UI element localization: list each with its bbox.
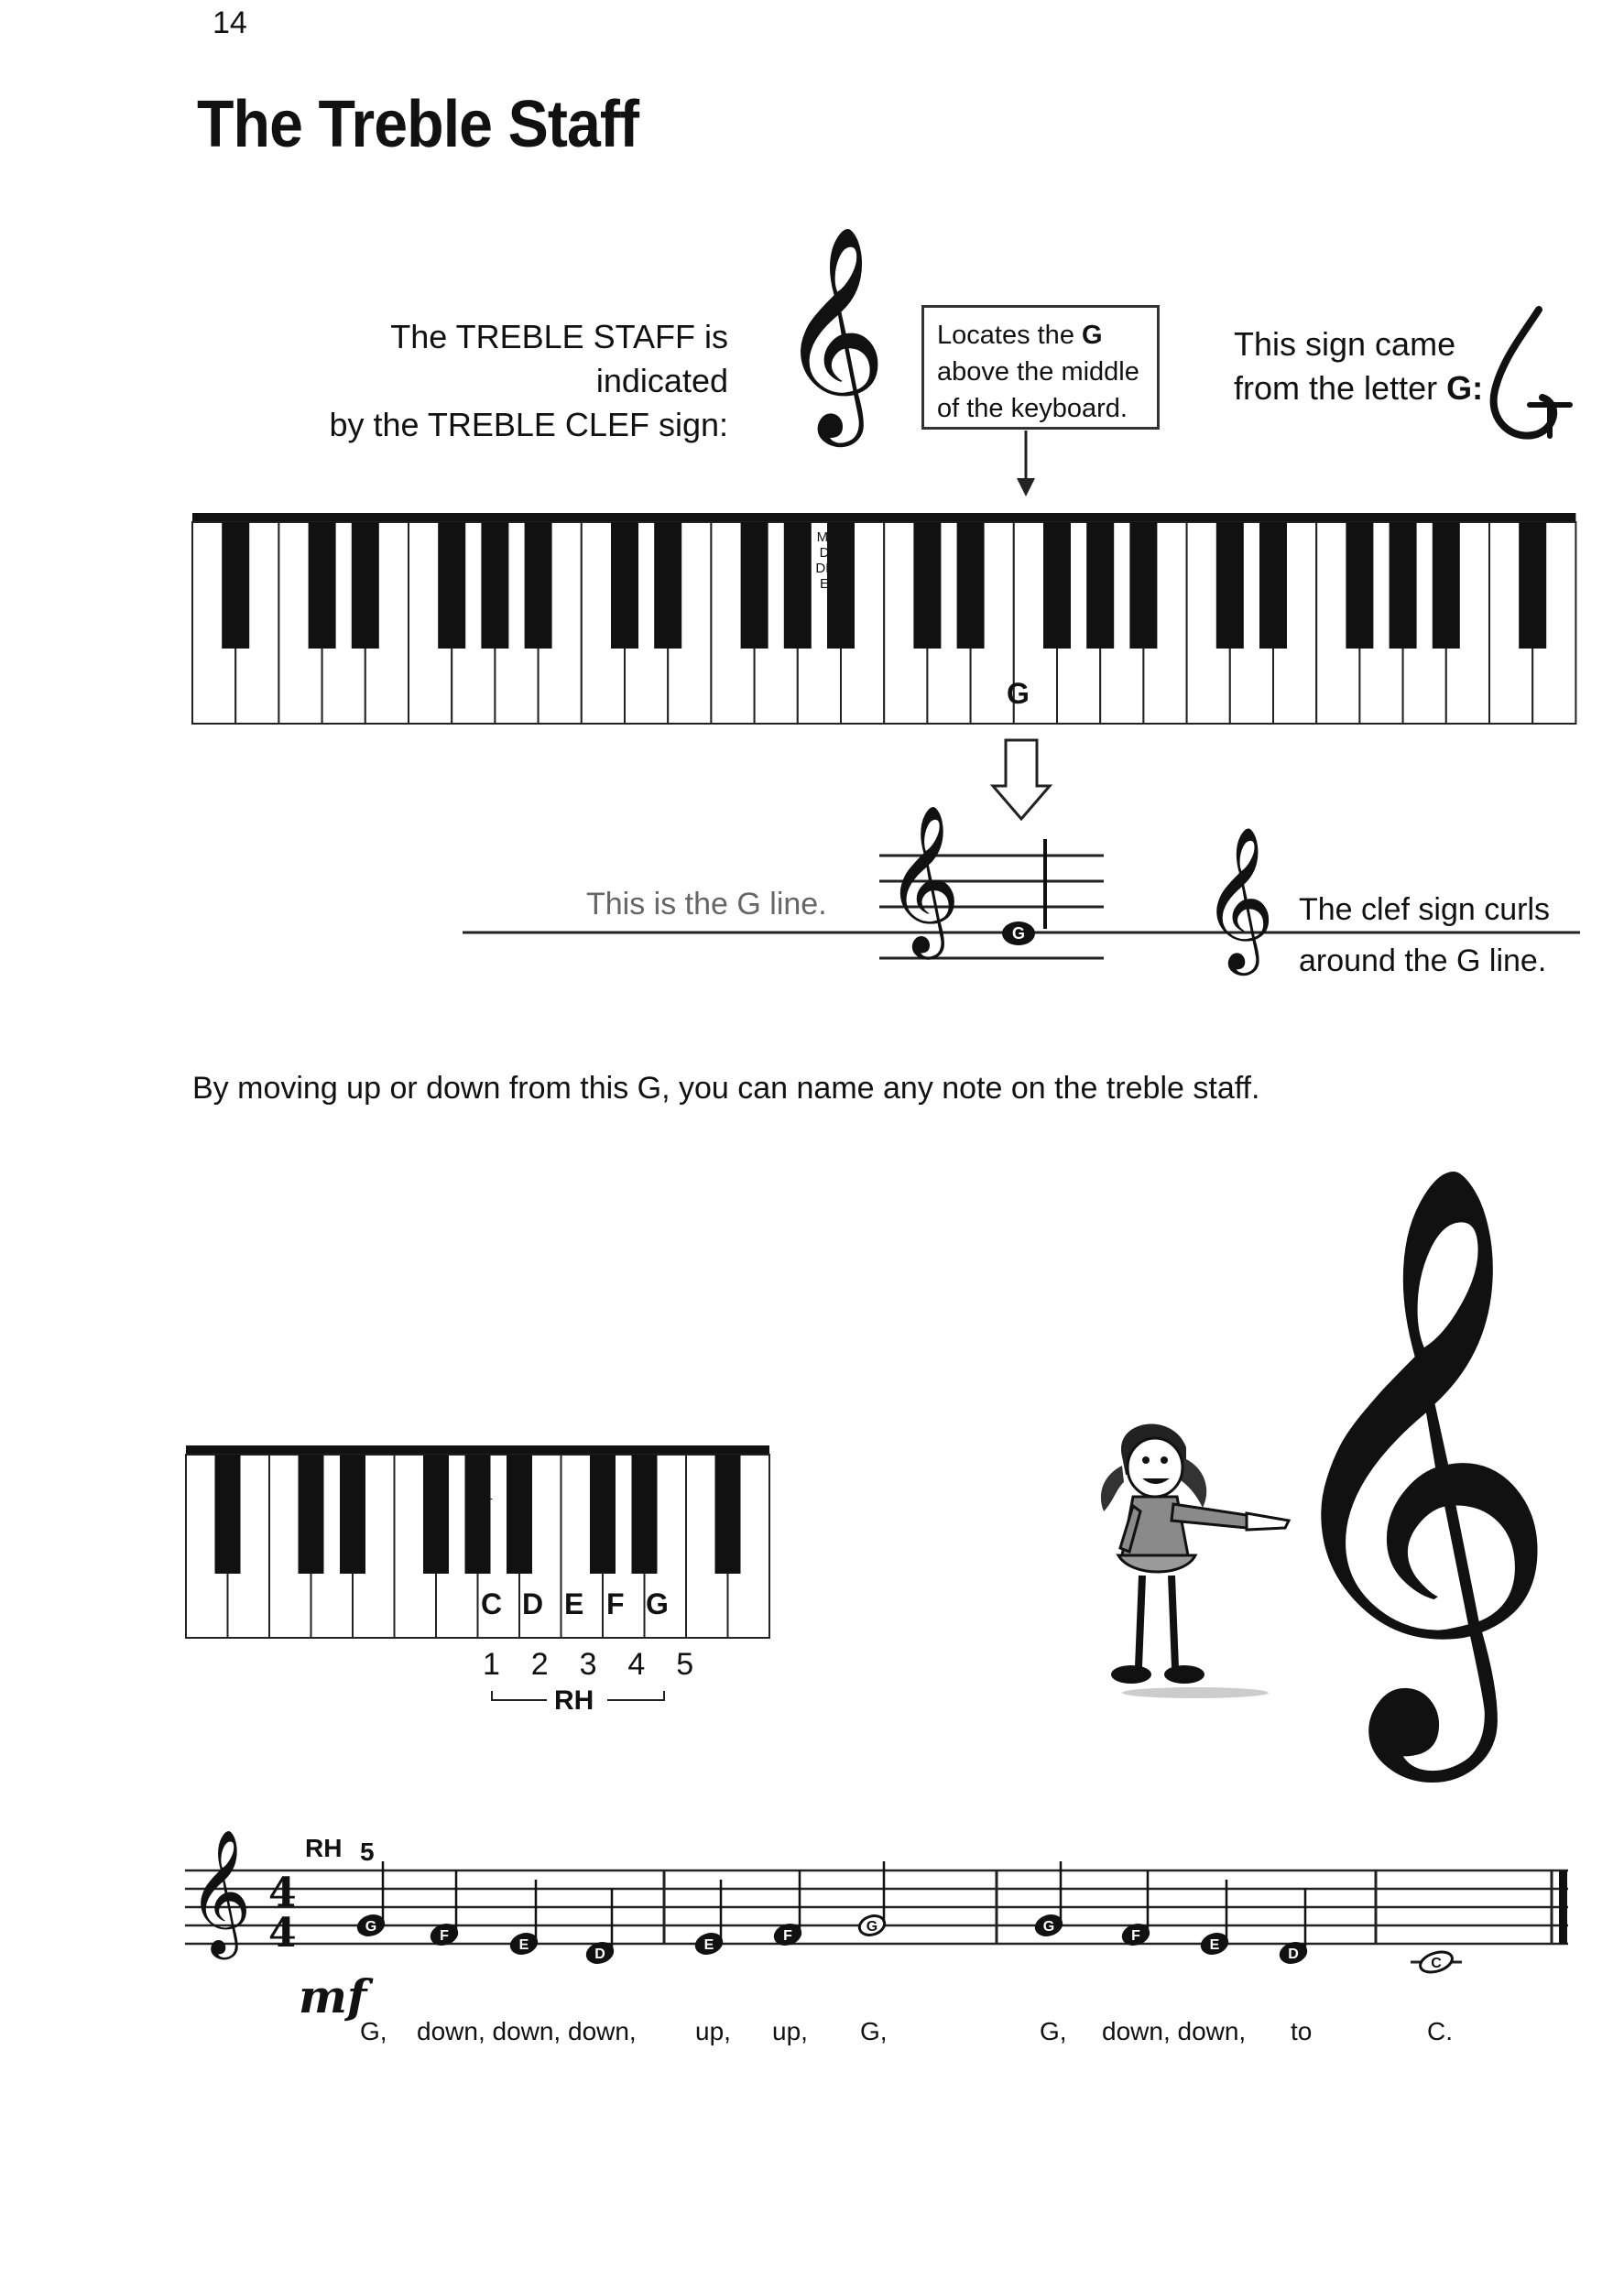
- callout-line-2: above the middle: [937, 357, 1139, 387]
- rh-bracket-label: RH: [554, 1685, 594, 1716]
- sign-origin-line-2-text: from the letter: [1234, 369, 1447, 407]
- key-label-d: D: [522, 1587, 544, 1620]
- black-key: [632, 1455, 658, 1574]
- note-letter: G: [1042, 1919, 1055, 1935]
- g-line-treble-clef-icon: 𝄞: [885, 804, 961, 954]
- callout-line-1-bold: G: [1082, 321, 1103, 350]
- lyric-9: C.: [1427, 2017, 1453, 2045]
- callout-line-1: [937, 317, 1144, 354]
- black-key: [957, 522, 985, 649]
- exercise-treble-clef-icon: 𝄞: [188, 1827, 252, 1954]
- note-letter: E: [703, 1937, 714, 1953]
- lyric-2: down, down, down,: [417, 2017, 637, 2045]
- note-letter: E: [518, 1937, 529, 1953]
- black-key: [715, 1455, 741, 1574]
- black-key: [423, 1455, 449, 1574]
- time-sig-bottom: 4: [268, 1910, 297, 1957]
- key-label-c: C: [481, 1587, 503, 1620]
- curl-line-2: around the G line.: [1299, 943, 1547, 978]
- note-letter: D: [1288, 1946, 1299, 1962]
- lyric-4: up,: [772, 2017, 808, 2045]
- callout-line-3: of the keyboard.: [937, 394, 1128, 423]
- final-barline-thick: [1559, 1870, 1567, 1944]
- lyric-8: to: [1291, 2017, 1313, 2045]
- black-key: [309, 522, 336, 649]
- black-key: [654, 522, 681, 649]
- intro-text: [266, 315, 728, 447]
- g-curl-icon: [1482, 302, 1574, 449]
- black-key: [1216, 522, 1244, 649]
- callout-line-1-text: Locates the: [937, 321, 1082, 350]
- moving-instruction: By moving up or down from this G, you can name any note on the treble staff.: [192, 1071, 1260, 1106]
- note-letter: G: [866, 1919, 878, 1935]
- lyric-6: G,: [1040, 2017, 1067, 2045]
- black-key: [1259, 522, 1287, 649]
- treble-clef-icon: 𝄞: [779, 224, 888, 438]
- lyric-5: G,: [860, 2017, 888, 2045]
- black-key: [1043, 522, 1071, 649]
- hollow-down-arrow-icon: [991, 738, 1052, 823]
- g-line-note-letter: G: [1011, 924, 1026, 943]
- note-letter: F: [440, 1928, 449, 1944]
- large-treble-clef-icon: 𝄞: [1259, 1158, 1563, 1755]
- lyric-3: up,: [695, 2017, 731, 2045]
- note-letter: D: [594, 1946, 605, 1962]
- note-letter: E: [1209, 1937, 1220, 1953]
- finger-numbers: 1 2 3 4 5: [483, 1647, 695, 1682]
- black-key: [1346, 522, 1373, 649]
- exercise-hand-label: RH: [305, 1834, 343, 1862]
- curl-clef-icon: 𝄞: [1202, 825, 1275, 969]
- keyboard-top-middle-label: MIDDLE: [815, 529, 834, 592]
- exercise-time-signature: [268, 1870, 297, 1957]
- black-key: [1519, 522, 1546, 649]
- sign-origin-line-2: [1234, 366, 1483, 410]
- black-key: [340, 1455, 365, 1574]
- note-letter: F: [1131, 1928, 1140, 1944]
- black-key: [525, 522, 552, 649]
- page-title: The Treble Staff: [197, 88, 639, 161]
- black-key: [784, 522, 812, 649]
- lyric-7: down, down,: [1102, 2017, 1247, 2045]
- callout-box: [921, 305, 1160, 430]
- key-label-g: G: [646, 1587, 669, 1620]
- black-key: [741, 522, 768, 649]
- note-letter: F: [783, 1928, 792, 1944]
- sign-origin-text: [1234, 322, 1483, 410]
- sign-origin-line-2-bold: G:: [1446, 369, 1484, 407]
- key-label-e: E: [564, 1587, 584, 1620]
- black-key: [507, 1455, 532, 1574]
- black-key: [352, 522, 379, 649]
- lyric-1: G,: [360, 2017, 387, 2045]
- intro-line-2: by the TREBLE CLEF sign:: [329, 406, 728, 443]
- black-key: [299, 1455, 324, 1574]
- keyboard-top: [192, 513, 1580, 724]
- exercise-dynamic: mf: [299, 1969, 367, 2023]
- black-key: [1129, 522, 1157, 649]
- keyboard-top-g-label: G: [1007, 677, 1030, 710]
- black-key: [481, 522, 508, 649]
- intro-line-1: The TREBLE STAFF is indicated: [390, 318, 728, 399]
- note-letter: C: [1431, 1956, 1442, 1971]
- note-letter: G: [365, 1919, 377, 1935]
- page-number: 14: [213, 5, 247, 40]
- black-key: [611, 522, 638, 649]
- black-key: [590, 1455, 616, 1574]
- black-key: [1086, 522, 1114, 649]
- black-key: [913, 522, 941, 649]
- callout-arrow-icon: [1017, 431, 1035, 499]
- curl-text: [1299, 884, 1550, 987]
- key-label-f: F: [606, 1587, 625, 1620]
- black-key: [438, 522, 465, 649]
- curl-line-1: The clef sign curls: [1299, 892, 1550, 927]
- exercise-finger-label: 5: [360, 1837, 375, 1866]
- black-key: [215, 1455, 241, 1574]
- g-line-label: This is the G line.: [586, 887, 827, 921]
- keyboard-bottom-middle-label: MIDDLE: [476, 1458, 493, 1517]
- black-key: [1433, 522, 1460, 649]
- g-line-note: [1000, 919, 1037, 948]
- black-key: [222, 522, 249, 649]
- time-sig-top: 4: [268, 1870, 297, 1916]
- black-key: [1390, 522, 1417, 649]
- sign-origin-line-1: This sign came: [1234, 325, 1456, 363]
